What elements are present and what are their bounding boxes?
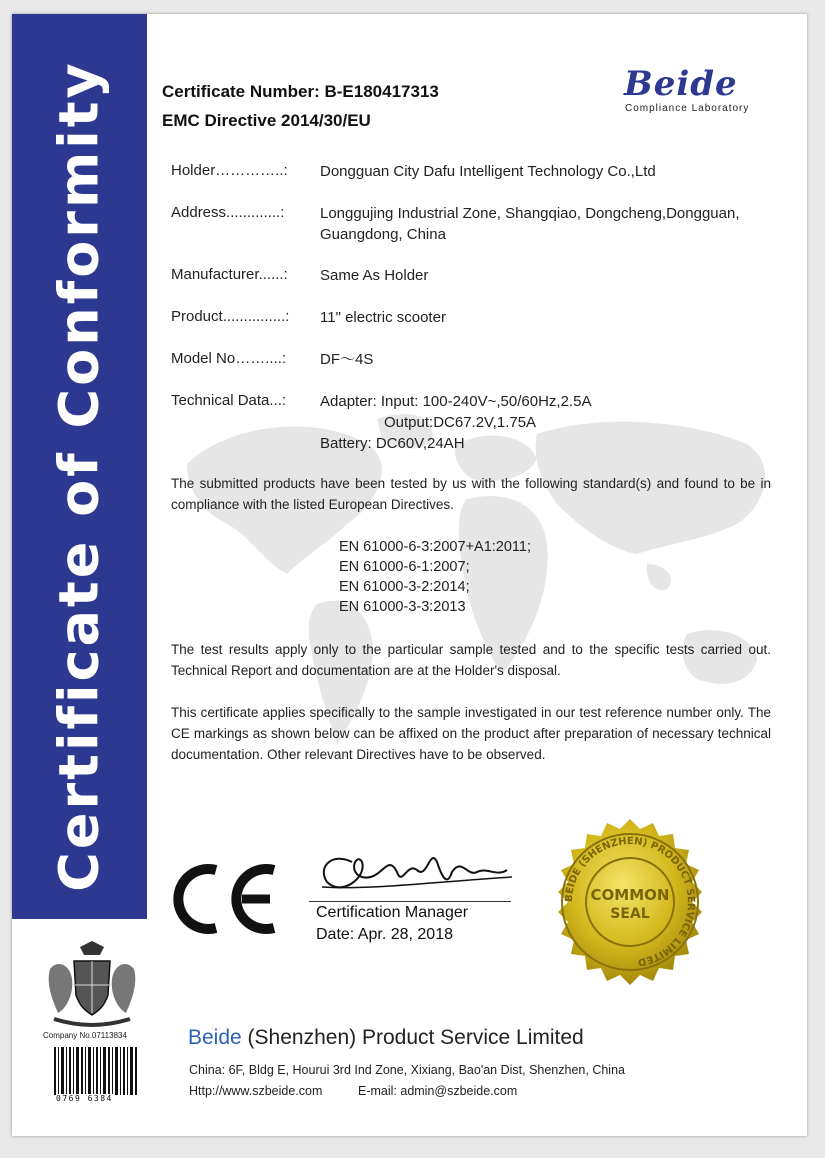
model-value: DF～4S xyxy=(320,351,374,368)
intro-paragraph: The submitted products have been tested by us with the following standard(s) and found to be in compliance with the listed European Directives. xyxy=(171,476,771,512)
holder-value: Dongguan City Dafu Intelligent Technology Co.,Ltd xyxy=(320,163,656,180)
directive-title: EMC Directive 2014/30/EU xyxy=(162,111,371,130)
ce-mark-icon xyxy=(170,860,282,938)
company-seal-icon xyxy=(545,817,715,987)
certificate-page xyxy=(12,14,807,1136)
logo-subtitle: Compliance Laboratory xyxy=(625,103,750,114)
seal-center-text: COMMON xyxy=(590,886,670,904)
results-paragraph: The test results apply only to the particular sample tested and to the specific tests carried out. Technical Report and documentation are at the Holder's disposal. xyxy=(171,642,771,678)
address-label: Address.............: xyxy=(171,204,285,221)
holder-label: Holder…………..: xyxy=(171,162,288,179)
company-number: Company No.07113834 xyxy=(43,1031,127,1040)
signature-icon xyxy=(312,832,517,902)
seal-center-text-2: SEAL xyxy=(610,906,650,922)
beide-logo: Beide xyxy=(624,64,738,104)
manufacturer-label: Manufacturer......: xyxy=(171,266,288,283)
royal-crest-icon xyxy=(40,939,144,1029)
barcode-number: 0769 6384 xyxy=(56,1094,113,1103)
technical-data-label: Technical Data...: xyxy=(171,392,287,409)
technical-data-value: Adapter: Input: 100-240V~,50/60Hz,2.5A Output:DC67.2V,1.75A Battery: DC60V,24AH xyxy=(320,393,592,452)
company-name: Beide (Shenzhen) Product Service Limited xyxy=(188,1026,584,1049)
standard-item: EN 61000-3-2:2014; xyxy=(339,579,470,595)
sidebar-band xyxy=(12,14,147,919)
standard-item: EN 61000-6-3:2007+A1:2011; xyxy=(339,539,532,555)
company-website: Http://www.szbeide.com xyxy=(189,1084,323,1098)
manufacturer-value: Same As Holder xyxy=(320,267,429,284)
applies-paragraph: This certificate applies specifically to the sample investigated in our test reference number only. The CE markings as shown below can be affixed on the product after preparation of necessary technical documentation. Other relevant Directives have to be observed. xyxy=(171,705,771,762)
address-value: Longgujing Industrial Zone, Shangqiao, Dongcheng,Dongguan, Guangdong, China xyxy=(320,205,740,243)
seal-ring-text: BEIDE (SHENZHEN) PRODUCT SERVICE LIMITED xyxy=(563,835,697,968)
manager-title: Certification Manager xyxy=(316,904,469,921)
product-label: Product...............: xyxy=(171,308,290,325)
vertical-title: Certificate of Conformity xyxy=(47,60,111,892)
company-brand: Beide xyxy=(188,1026,242,1049)
standard-item: EN 61000-3-3:2013 xyxy=(339,599,466,615)
product-value: 11" electric scooter xyxy=(320,309,446,326)
company-address: China: 6F, Bldg E, Hourui 3rd Ind Zone, Xixiang, Bao'an Dist, Shenzhen, China xyxy=(189,1063,625,1077)
certificate-number: Certificate Number: B-E180417313 xyxy=(162,82,439,101)
company-email: E-mail: admin@szbeide.com xyxy=(358,1084,518,1098)
standard-item: EN 61000-6-1:2007; xyxy=(339,559,470,575)
certificate-date: Date: Apr. 28, 2018 xyxy=(316,926,453,943)
signature-line xyxy=(309,901,511,902)
model-label: Model No……....: xyxy=(171,350,287,367)
standards-list xyxy=(339,537,531,617)
